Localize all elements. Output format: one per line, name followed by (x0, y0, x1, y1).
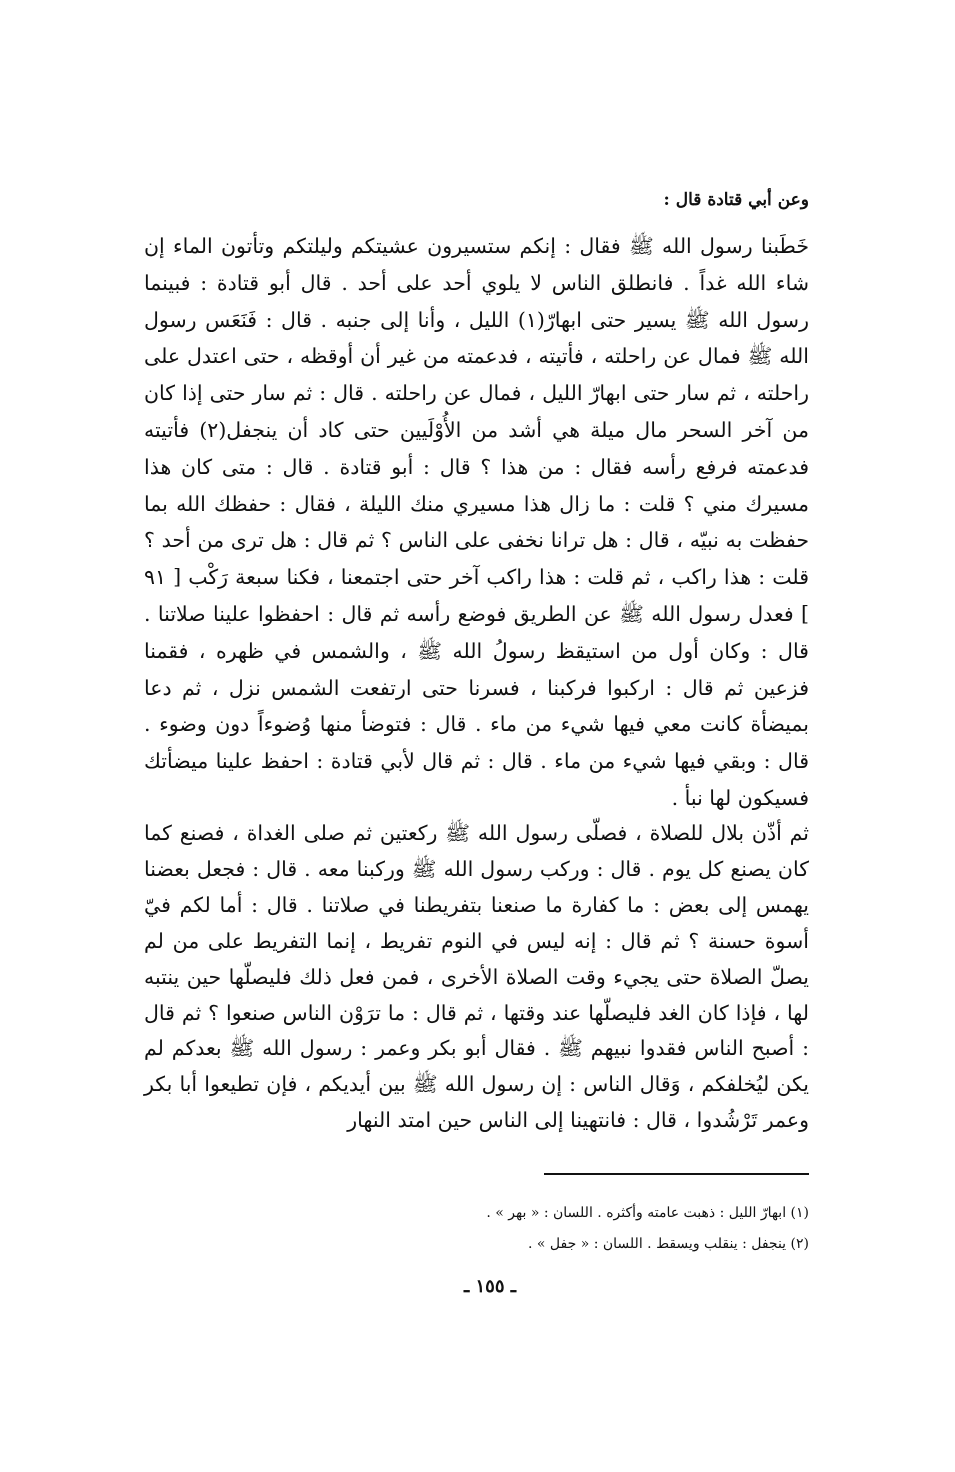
body-paragraph-2: ثم أذّن بلال للصلاة ، فصلّى رسول الله ﷺ ركعتين ثم صلى الغداة ، فصنع كما كان يصنع كل يوم . قال : وركب رسول الله ﷺ وركبنا معه . قال : فجعل بعضنا يهمس إلى بعض : ما كفارة ما صنعنا بتفريطنا في صلاتنا . قال : أما لكم فيّ أسوة حسنة ؟ ثم قال : إنه ليس في النوم تفريط ، إنما التفريط على من لم يصلّ الصلاة حتى يجيء وقت الصلاة الأخرى ، فمن فعل ذلك فليصلّها حين ينتبه لها ، فإذا كان الغد فليصلّها عند وقتها ، ثم قال : ما ترَوْن الناس صنعوا ؟ ثم قال : أصبح الناس فقدوا نبيهم ﷺ . فقال أبو بكر وعمر : رسول الله ﷺ بعدكم لم يكن ليُخلفكم ، وَقال الناس : إن رسول الله ﷺ بين أيديكم ، فإن تطيعوا أبا بكر وعمر تَرْشُدوا ، قال : فانتهينا إلى الناس حين امتد النهار (144, 821, 809, 1133)
page-number: ـ ١٥٥ ـ (463, 1276, 517, 1297)
footnote-divider (544, 1173, 809, 1175)
body-paragraph-1: خَطَبنا رسول الله ﷺ فقال : إنكم ستسيرون عشيتكم وليلتكم وتأتون الماء إن شاء الله غداً . فانطلق الناس لا يلوي أحد على أحد . قال أبو قتادة : فبينما رسول الله ﷺ يسير حتى ابهارّ(١) الليل ، وأنا إلى جنبه . قال : فَنَعَس رسول الله ﷺ فمال عن راحلته ، فأتيته ، فدعمته من غير أن أوقظه ، حتى اعتدل على راحلته ، ثم سار حتى ابهارّ الليل ، فمال عن راحلته . قال : ثم سار حتى إذا كان من آخر السحر مال ميلة هي أشد من الأُوْلَيين حتى كاد أن ينجفل(٢) فأتيته فدعمته فرفع رأسه فقال : من هذا ؟ قال : أبو قتادة . قال : متى كان هذا مسيرك مني ؟ قلت : ما زال هذا مسيري منك الليلة ، فقال : حفظك الله بما حفظت به نبيّه ، قال : هل ترانا نخفى على الناس ؟ ثم قال : هل ترى من أحد ؟ قلت : هذا راكب ، ثم قلت : هذا راكب آخر حتى اجتمعنا ، فكنا سبعة رَكْب [ ٩١ ] فعدل رسول الله ﷺ عن الطريق فوضع رأسه ثم قال : احفظوا علينا صلاتنا . قال : وكان أول من استيقظ رسولُ الله ﷺ ، والشمس في ظهره ، فقمنا فزعين ثم قال : اركبوا فركبنا ، فسرنا حتى ارتفعت الشمس نزل ، ثم دعا بميضأة كانت معي فيها شيء من ماء . قال : فتوضأ منها وُضوءاً دون وضوء . قال : وبقي فيها شيء من ماء . قال : ثم قال لأبي قتادة : احفظ علينا ميضأتك فسيكون لها نبأ . (144, 234, 809, 810)
footnote-1: (١) ابهارّ الليل : ذهبت عامته وأكثره . اللسان : « بهر » . (486, 1205, 809, 1221)
footnote-2: (٢) ينجفل : ينقلب ويسقط . اللسان : « جفل » . (528, 1236, 809, 1252)
section-heading: وعن أبي قتادة قال : (663, 190, 809, 210)
